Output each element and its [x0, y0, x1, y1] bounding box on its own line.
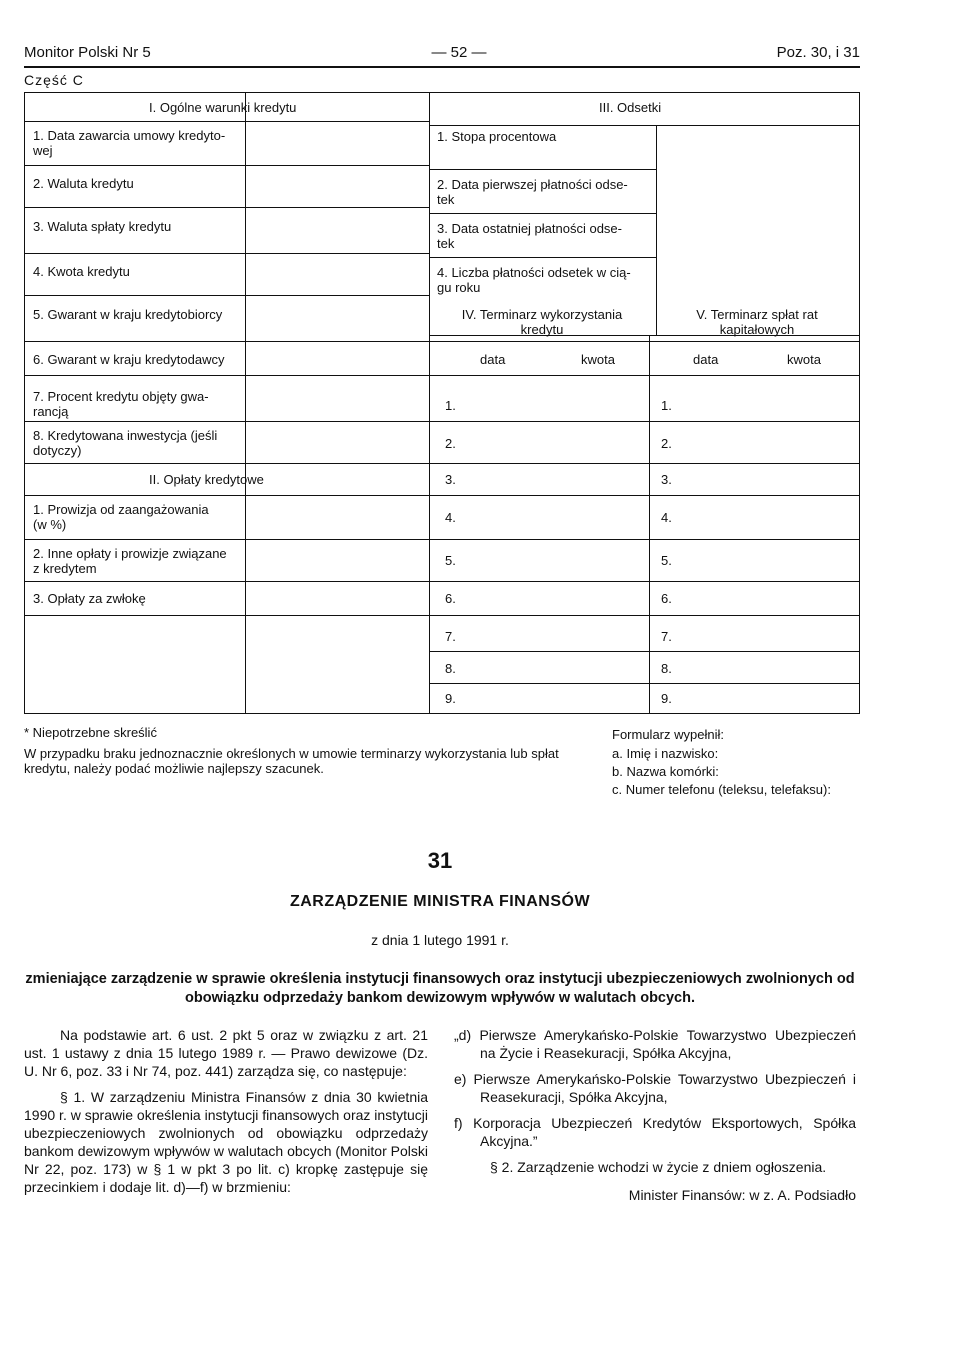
document-subject: zmieniające zarządzenie w sprawie określenia instytucji finansowych oraz instytucji ubezpieczeniowych zwolnionych od obowiązku odprzedaży bankom dewizowym wpływów w walutach obcych.	[25, 971, 855, 1006]
divider	[429, 651, 859, 652]
schedule-title-drawdown: IV. Terminarz wykorzystania kredytu	[461, 307, 623, 337]
schedule-row-number: 5.	[661, 553, 672, 568]
divider	[25, 421, 859, 422]
form-row-label: 5. Gwarant w kraju kredytobiorcy	[33, 307, 223, 322]
estimate-note: W przypadku braku jednoznacznie określonych w umowie terminarzy wykorzystania lub spłat kredytu, należy podać możliwie najlepszy szacunek.	[24, 746, 559, 776]
section-title-general: I. Ogólne warunki kredytu	[149, 100, 297, 115]
schedule-row-number: 8.	[661, 661, 672, 676]
form-row-label: 4. Liczba płatności odsetek w cią- gu roku	[437, 265, 631, 295]
signature-line: Minister Finansów: w z. A. Podsiadło	[628, 1187, 856, 1203]
form-row-label: 2. Inne opłaty i prowizje związane z kredytem	[33, 546, 227, 576]
filled-by-label: Formularz wypełnił:	[612, 727, 724, 742]
form-row-label: 7. Procent kredytu objęty gwa- rancją	[33, 389, 209, 419]
document-number: 31	[427, 848, 453, 873]
schedule-row-number: 1.	[661, 398, 672, 413]
form-row-label: 2. Waluta kredytu	[33, 176, 134, 191]
form-row-label: 3. Waluta spłaty kredytu	[33, 219, 172, 234]
filled-by-name: a. Imię i nazwisko:	[612, 746, 719, 761]
divider	[429, 169, 656, 170]
divider	[25, 539, 859, 540]
position-ref: Poz. 30, i 31	[776, 44, 860, 61]
divider	[25, 615, 859, 616]
form-row-label: 1. Data zawarcia umowy kredyto- wej	[33, 128, 226, 158]
divider	[25, 581, 859, 582]
credit-form-table	[24, 92, 860, 714]
document-title: ZARZĄDZENIE MINISTRA FINANSÓW	[289, 893, 591, 910]
list-item: f) Korporacja Ubezpieczeń Kredytów Eksportowych, Spółka Akcyjna.”	[454, 1115, 856, 1149]
list-item: e) Pierwsze Amerykańsko-Polskie Towarzystwo Ubezpieczeń i Reasekuracji, Spółka Akcyjna,	[454, 1071, 856, 1105]
divider	[25, 375, 859, 376]
schedule-row-number: 7.	[445, 629, 456, 644]
divider	[429, 93, 430, 713]
schedule-row-number: 9.	[445, 691, 456, 706]
document-date: z dnia 1 lutego 1991 r.	[371, 932, 509, 948]
column-header-date: data	[480, 352, 506, 367]
form-row-label: 3. Opłaty za zwłokę	[33, 591, 146, 606]
divider	[429, 213, 656, 214]
schedule-row-number: 2.	[445, 436, 456, 451]
schedule-row-number: 7.	[661, 629, 672, 644]
form-row-label: 1. Prowizja od zaangażowania (w %)	[33, 502, 209, 532]
form-row-label: 6. Gwarant w kraju kredytodawcy	[33, 352, 225, 367]
column-header-amount: kwota	[787, 352, 821, 367]
divider	[656, 125, 657, 335]
header-rule	[24, 66, 860, 68]
strike-note: * Niepotrzebne skreślić	[24, 725, 157, 740]
section-title-interest: III. Odsetki	[599, 100, 662, 115]
right-column	[454, 1026, 856, 1212]
schedule-row-number: 2.	[661, 436, 672, 451]
filled-by-phone: c. Numer telefonu (teleksu, telefaksu):	[612, 782, 831, 797]
paragraph-section2: § 2. Zarządzenie wchodzi w życie z dniem ogłoszenia.	[490, 1159, 827, 1175]
divider	[649, 335, 650, 713]
part-label: Część C	[24, 72, 84, 88]
divider	[429, 257, 656, 258]
page-number: — 52 —	[431, 44, 487, 61]
filled-by-unit: b. Nazwa komórki:	[612, 764, 719, 779]
schedule-title-repayment: V. Terminarz spłat rat kapitałowych	[696, 307, 818, 337]
divider	[25, 165, 429, 166]
form-row-label: 2. Data pierwszej płatności odse- tek	[437, 177, 628, 207]
form-row-label: 4. Kwota kredytu	[33, 264, 130, 279]
publication-name: Monitor Polski Nr 5	[24, 44, 151, 61]
page-header	[24, 44, 860, 66]
schedule-row-number: 3.	[445, 472, 456, 487]
schedule-row-number: 3.	[661, 472, 672, 487]
divider	[25, 295, 429, 296]
schedule-row-number: 1.	[445, 398, 456, 413]
divider	[25, 341, 859, 342]
divider	[245, 93, 246, 713]
schedule-row-number: 6.	[445, 591, 456, 606]
schedule-row-number: 4.	[661, 510, 672, 525]
schedule-row-number: 9.	[661, 691, 672, 706]
form-row-label: 1. Stopa procentowa	[437, 129, 557, 144]
left-column	[24, 1026, 428, 1204]
divider	[429, 683, 859, 684]
schedule-row-number: 8.	[445, 661, 456, 676]
column-header-date: data	[693, 352, 719, 367]
schedule-row-number: 5.	[445, 553, 456, 568]
divider	[25, 207, 429, 208]
divider	[429, 125, 859, 126]
list-item: „d) Pierwsze Amerykańsko-Polskie Towarzystwo Ubezpieczeń na Życie i Reasekuracji, Spółka Akcyjna,	[454, 1027, 856, 1061]
divider	[25, 253, 429, 254]
section-title-fees: II. Opłaty kredytowe	[149, 472, 264, 487]
divider	[25, 121, 429, 122]
column-header-amount: kwota	[581, 352, 615, 367]
form-row-label: 8. Kredytowana inwestycja (jeśli dotyczy)	[33, 428, 218, 458]
schedule-row-number: 4.	[445, 510, 456, 525]
form-row-label: 3. Data ostatniej płatności odse- tek	[437, 221, 622, 251]
divider	[25, 463, 859, 464]
divider	[25, 495, 859, 496]
paragraph-basis: Na podstawie art. 6 ust. 2 pkt 5 oraz w związku z art. 21 ust. 1 ustawy z dnia 15 lutego 1989 r. — Prawo dewizowe (Dz. U. Nr 6, poz. 33 i Nr 74, poz. 441) zarządza się, co następuje:	[24, 1027, 428, 1079]
schedule-row-number: 6.	[661, 591, 672, 606]
paragraph-section1: § 1. W zarządzeniu Ministra Finansów z dnia 30 kwietnia 1990 r. w sprawie określenia instytucji finansowych oraz instytucji ubezpieczeniowych zwolnionych od obowiązku odprzedaży bankom dewizowym wpływów w walutach obcych (Monitor Polski Nr 22, poz. 173) w § 1 w pkt 3 po lit. c) kropkę zastępuje się przecinkiem i dodaje lit. d)—f) w brzmieniu:	[24, 1089, 428, 1195]
